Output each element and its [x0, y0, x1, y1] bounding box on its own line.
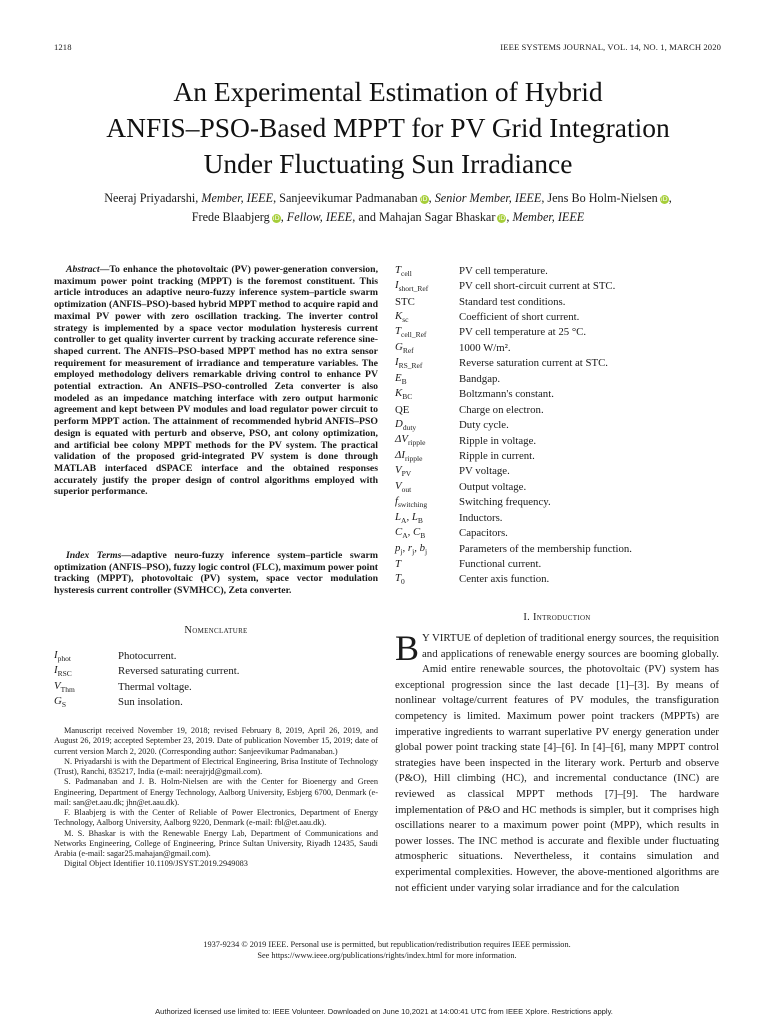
nomenclature-row	[395, 541, 719, 556]
intro-body	[395, 628, 720, 896]
nomenclature-symbol: $f_{switching}$	[395, 495, 428, 510]
nomenclature-definition: 1000 W/m².	[459, 341, 511, 354]
nomenclature-symbol: $L_A$, $L_B$	[395, 510, 423, 525]
nomenclature-definition: Bandgap.	[459, 372, 501, 385]
nomenclature-symbol: $I_{phot}$	[54, 648, 71, 663]
footnote-paragraph: F. Blaabjerg is with the Center of Reliable of Power Electronics, Department of Energy Technology, Aalborg University, Aalborg 9220, Denmark (e-mail: fbl@et.aau.dk).	[54, 808, 378, 828]
nomenclature-row	[54, 695, 378, 711]
nomenclature-definition: PV cell temperature at 25 °C.	[459, 326, 587, 339]
orcid-icon[interactable]: iD	[498, 213, 506, 222]
abstract	[54, 264, 378, 498]
footnotes	[54, 726, 378, 870]
nomenclature-symbol: T	[395, 558, 402, 571]
nomenclature-row	[395, 572, 719, 587]
footnote-paragraph: M. S. Bhaskar is with the Renewable Energy Lab, Department of Communications and Networks Engineering, College of Engineering, Prince Sultan University, Riyadh 12435, Saudi Arabia (e-mail: sagar25.mahajan@gmail.com).	[54, 828, 378, 858]
nomenclature-row	[395, 371, 719, 386]
nomenclature-symbol: $K_{sc}$	[395, 309, 409, 325]
nomenclature-row	[395, 356, 719, 371]
nomenclature-row	[395, 294, 719, 309]
nomenclature-symbol: $C_A$, $C_B$	[395, 526, 426, 541]
nomenclature-symbol: $I_{RS\_Ref}$	[395, 356, 423, 371]
nomenclature-symbol: $I_{RSC}$	[54, 664, 72, 679]
nomenclature-row	[395, 309, 719, 324]
nomenclature-definition: Charge on electron.	[459, 403, 544, 416]
nomenclature-symbol: $D_{duty}$	[395, 418, 417, 433]
nomenclature-definition: Coefficient of short current.	[459, 311, 580, 324]
nomenclature-symbol: $E_B$	[395, 371, 407, 386]
copyright-notice	[54, 940, 720, 961]
paper-title	[40, 74, 736, 182]
nomenclature-definition: Ripple in voltage.	[459, 434, 537, 447]
orcid-icon[interactable]: iD	[420, 195, 428, 203]
orcid-icon[interactable]: iD	[660, 195, 668, 203]
nomenclature-symbol: $V_{PV}$	[395, 464, 412, 479]
nomenclature-definition: Parameters of the membership function.	[459, 542, 632, 555]
nomenclature-row	[54, 664, 378, 680]
nomenclature-row	[395, 433, 719, 448]
nomenclature-row	[395, 448, 719, 463]
nomenclature-row	[395, 417, 719, 432]
author-list	[40, 189, 736, 226]
nomenclature-symbol: $p_j$, $r_j$, $b_j$	[395, 541, 428, 556]
nomenclature-definition: Output voltage.	[459, 480, 527, 493]
nomenclature-symbol: $V_{out}$	[395, 479, 412, 494]
footnote-paragraph: Digital Object Identifier 10.1109/JSYST.2019.2949083	[64, 859, 248, 869]
nomenclature-row	[395, 325, 719, 340]
page-number: 1218	[54, 42, 72, 52]
nomenclature-symbol: $\Delta V_{ripple}$	[395, 433, 426, 448]
nomenclature-row	[395, 402, 719, 417]
nomenclature-definition: PV voltage.	[459, 465, 510, 478]
journal-header: IEEE SYSTEMS JOURNAL, VOL. 14, NO. 1, MARCH 2020	[500, 42, 721, 52]
nomenclature-symbol: $I_{short\_Ref}$	[395, 279, 429, 294]
footnote-paragraph: S. Padmanaban and J. B. Holm-Nielsen are with the Center for Bioenergy and Green Engineering, Department of Energy Technology, Aalborg University, Esbjerg 6700, Denmark (e-mail: san@et.aau.dk; jhn@et.aau.dk).	[54, 777, 378, 807]
nomenclature-definition: Inductors.	[459, 511, 503, 524]
intro-heading-text: Introduction	[533, 612, 591, 623]
nomenclature-symbol: $T_{cell\_Ref}$	[395, 325, 427, 340]
nomenclature-definition: PV cell temperature.	[459, 264, 548, 277]
nomenclature-row	[395, 556, 719, 571]
author-line: Neeraj Priyadarshi, Member, IEEE, Sanjeevikumar Padmanaban iD, Senior Member, IEEE, Jens Bo Holm-Nielsen iD,	[104, 191, 672, 205]
nomenclature-definition: PV cell short-circuit current at STC.	[459, 280, 616, 293]
title-line: Under Fluctuating Sun Irradiance	[203, 148, 573, 179]
intro-text: of depletion of traditional energy sources, the requisition and applications of renewable energy sources are booming globally. Amid entire renewable sources, the photovoltaic (PV) system has exceptional progression since the last decade [1]–[3]. By means of nonlinear voltage/current features of PV modules, the transfiguration competency is limited. Maximum power point trackers (MPPTs) are imperative ingredients to warrant superlative PV energy generation under global power point tracking state [4]–[6]. In [4]–[6], many MPPT control strategies have been inspected in the literary work. Perturb and observe (P&O), Hill climbing (HC), and incremental conductance (INC) are reviewed as classical MPPT methods [7]–[9]. The hardware implementation of P&O and HC methods is simpler, but it comprises high oscillations nearer to a maximum power point (MPP), which results in power losses. The INC method is accurate and flexible under fluctuating atmospheric situations. Nevertheless, it contains simulation and experimental complexities. However, the above-mentioned algorithms are not efficient under varying solar irradiance and for the calculation	[395, 632, 720, 894]
nomenclature-definition: Duty cycle.	[459, 419, 509, 432]
author-name: Frede Blaabjerg	[191, 209, 270, 224]
nomenclature-definition: Sun insolation.	[118, 696, 183, 709]
nomenclature-definition: Thermal voltage.	[118, 680, 192, 693]
nomenclature-definition: Functional current.	[459, 558, 542, 571]
nomenclature-definition: Reversed saturating current.	[118, 665, 240, 678]
license-notice: Authorized licensed use limited to: IEEE Volunteer. Downloaded on June 10,2021 at 14:00:41 UTC from IEEE Xplore. Restrictions apply.	[155, 1007, 613, 1016]
nomenclature-symbol: $T_0$	[395, 572, 405, 587]
copyright-line: 1937-9234 © 2019 IEEE. Personal use is permitted, but republication/redistribution requires IEEE permission.	[203, 940, 571, 949]
nomenclature-symbol: $V_{Thm}$	[54, 679, 75, 694]
nomenclature-symbol: $T_{cell}$	[395, 263, 412, 278]
nomenclature-definition: Reverse saturation current at STC.	[459, 357, 609, 370]
abstract-label: Abstract	[66, 264, 100, 275]
nomenclature-definition: Center axis function.	[459, 573, 550, 586]
nomenclature-symbol: $G_{Ref}$	[395, 340, 414, 355]
title-line: ANFIS–PSO-Based MPPT for PV Grid Integration	[106, 112, 670, 143]
nomenclature-row	[395, 495, 719, 510]
nomenclature-row	[54, 648, 378, 664]
nomenclature-row	[54, 679, 378, 695]
nomenclature-definition: Boltzmann's constant.	[459, 388, 554, 401]
footnote-paragraph: Manuscript received November 19, 2018; revised February 8, 2019, April 26, 2019, and August 26, 2019; accepted September 23, 2019. Date of publication November 15, 2019; date of current version March 2, 2020. (Corresponding author: Sanjeevikumar Padmanaban.)	[54, 726, 378, 756]
index-terms	[54, 550, 378, 597]
nomenclature-list-right	[395, 263, 719, 587]
author-role: Member, IEEE	[201, 191, 274, 205]
author-name: Sanjeevikumar Padmanaban	[279, 191, 418, 205]
copyright-link[interactable]: See https://www.ieee.org/publications/rights/index.html for more information.	[257, 950, 517, 960]
orcid-icon[interactable]: iD	[272, 213, 280, 222]
intro-heading	[395, 612, 719, 623]
nomenclature-row	[395, 479, 719, 494]
nomenclature-definition: Ripple in current.	[459, 449, 535, 462]
nomenclature-row	[395, 525, 719, 540]
nomenclature-row	[395, 340, 719, 355]
intro-lead-words: Y VIRTUE	[422, 632, 471, 644]
nomenclature-row	[395, 263, 719, 278]
nomenclature-row	[395, 387, 719, 402]
title-line: An Experimental Estimation of Hybrid	[173, 76, 603, 107]
author-role: Member, IEEE	[512, 209, 585, 224]
nomenclature-list-left	[54, 648, 378, 710]
author-name: Mahajan Sagar Bhaskar	[378, 209, 496, 224]
nomenclature-symbol: $\Delta I_{ripple}$	[395, 448, 423, 464]
nomenclature-row	[395, 510, 719, 525]
index-terms-text: —adaptive neuro-fuzzy inference system–particle swarm optimization (ANFIS–PSO), fuzzy logic control (FLC), maximum power point tracking (MPPT), photovoltaic (PV) system, space vector modulation hysteresis current controller (SVMHCC), Zeta converter.	[54, 550, 378, 597]
nomenclature-symbol: $G_S$	[54, 695, 66, 710]
nomenclature-definition: Switching frequency.	[459, 496, 551, 509]
drop-cap: B	[395, 628, 420, 668]
author-name: Jens Bo Holm-Nielsen	[547, 191, 658, 205]
nomenclature-symbol: QE	[395, 403, 410, 416]
abstract-text: —To enhance the photovoltaic (PV) power-generation conversion, maximum power point tracking (MPPT) is the foremost constituent. This article introduces an adaptive neuro-fuzzy inference system–particle swarm optimization (ANFIS–PSO)-based hybrid MPPT method to acquire rapid and maximal PV power with zero oscillation tracking. The inverter control strategy is implemented by a space vector modulation hysteresis current controller to get quality inverter current by tracking accurate reference sine-shaped current. The ANFIS–PSO-based MPPT method has no extra sensor requirement for measurement of irradiance and temperature variables. The employed methodology delivers remarkable driving control to enhance PV potential extraction. An ANFIS–PSO-controlled Zeta converter is also modeled as an impedance matching interface with zero output harmonic agreement and kept between PV modules and load regulator power circuit to perform MPPT action. The attainment of recommended hybrid ANFIS–PSO design is equated with perturb and observe, PSO, ant colony optimization, and artificial bee colony MPPT methods for the PV system. The practical validation of the proposed grid-integrated PV system is done through MATLAB interfaced dSPACE interface and the obtained responses accurately justify the proper design of control algorithms employed with superior performance.	[54, 264, 378, 498]
author-conjunction: and	[358, 209, 376, 224]
index-terms-label: Index Terms	[66, 550, 122, 561]
nomenclature-symbol: $K_{BC}$	[395, 387, 413, 402]
author-role: Fellow, IEEE	[286, 209, 353, 224]
nomenclature-symbol: STC	[395, 295, 415, 308]
author-line: Frede Blaabjerg iD, Fellow, IEEE, and Mahajan Sagar Bhaskar iD, Member, IEEE	[191, 209, 585, 224]
nomenclature-definition: Capacitors.	[459, 527, 508, 540]
author-name: Neeraj Priyadarshi	[104, 191, 196, 205]
nomenclature-definition: Standard test conditions.	[459, 295, 566, 308]
nomenclature-heading: Nomenclature	[184, 625, 248, 636]
nomenclature-definition: Photocurrent.	[118, 649, 177, 662]
intro-heading-number: I.	[523, 612, 531, 623]
nomenclature-row	[395, 278, 719, 293]
nomenclature-row	[395, 464, 719, 479]
author-role: Senior Member, IEEE	[434, 191, 542, 205]
footnote-paragraph: N. Priyadarshi is with the Department of Electrical Engineering, Brisa Institute of Technology (Trust), Ranchi, 835217, India (e-mail: neerajrjd@gmail.com).	[54, 756, 378, 776]
